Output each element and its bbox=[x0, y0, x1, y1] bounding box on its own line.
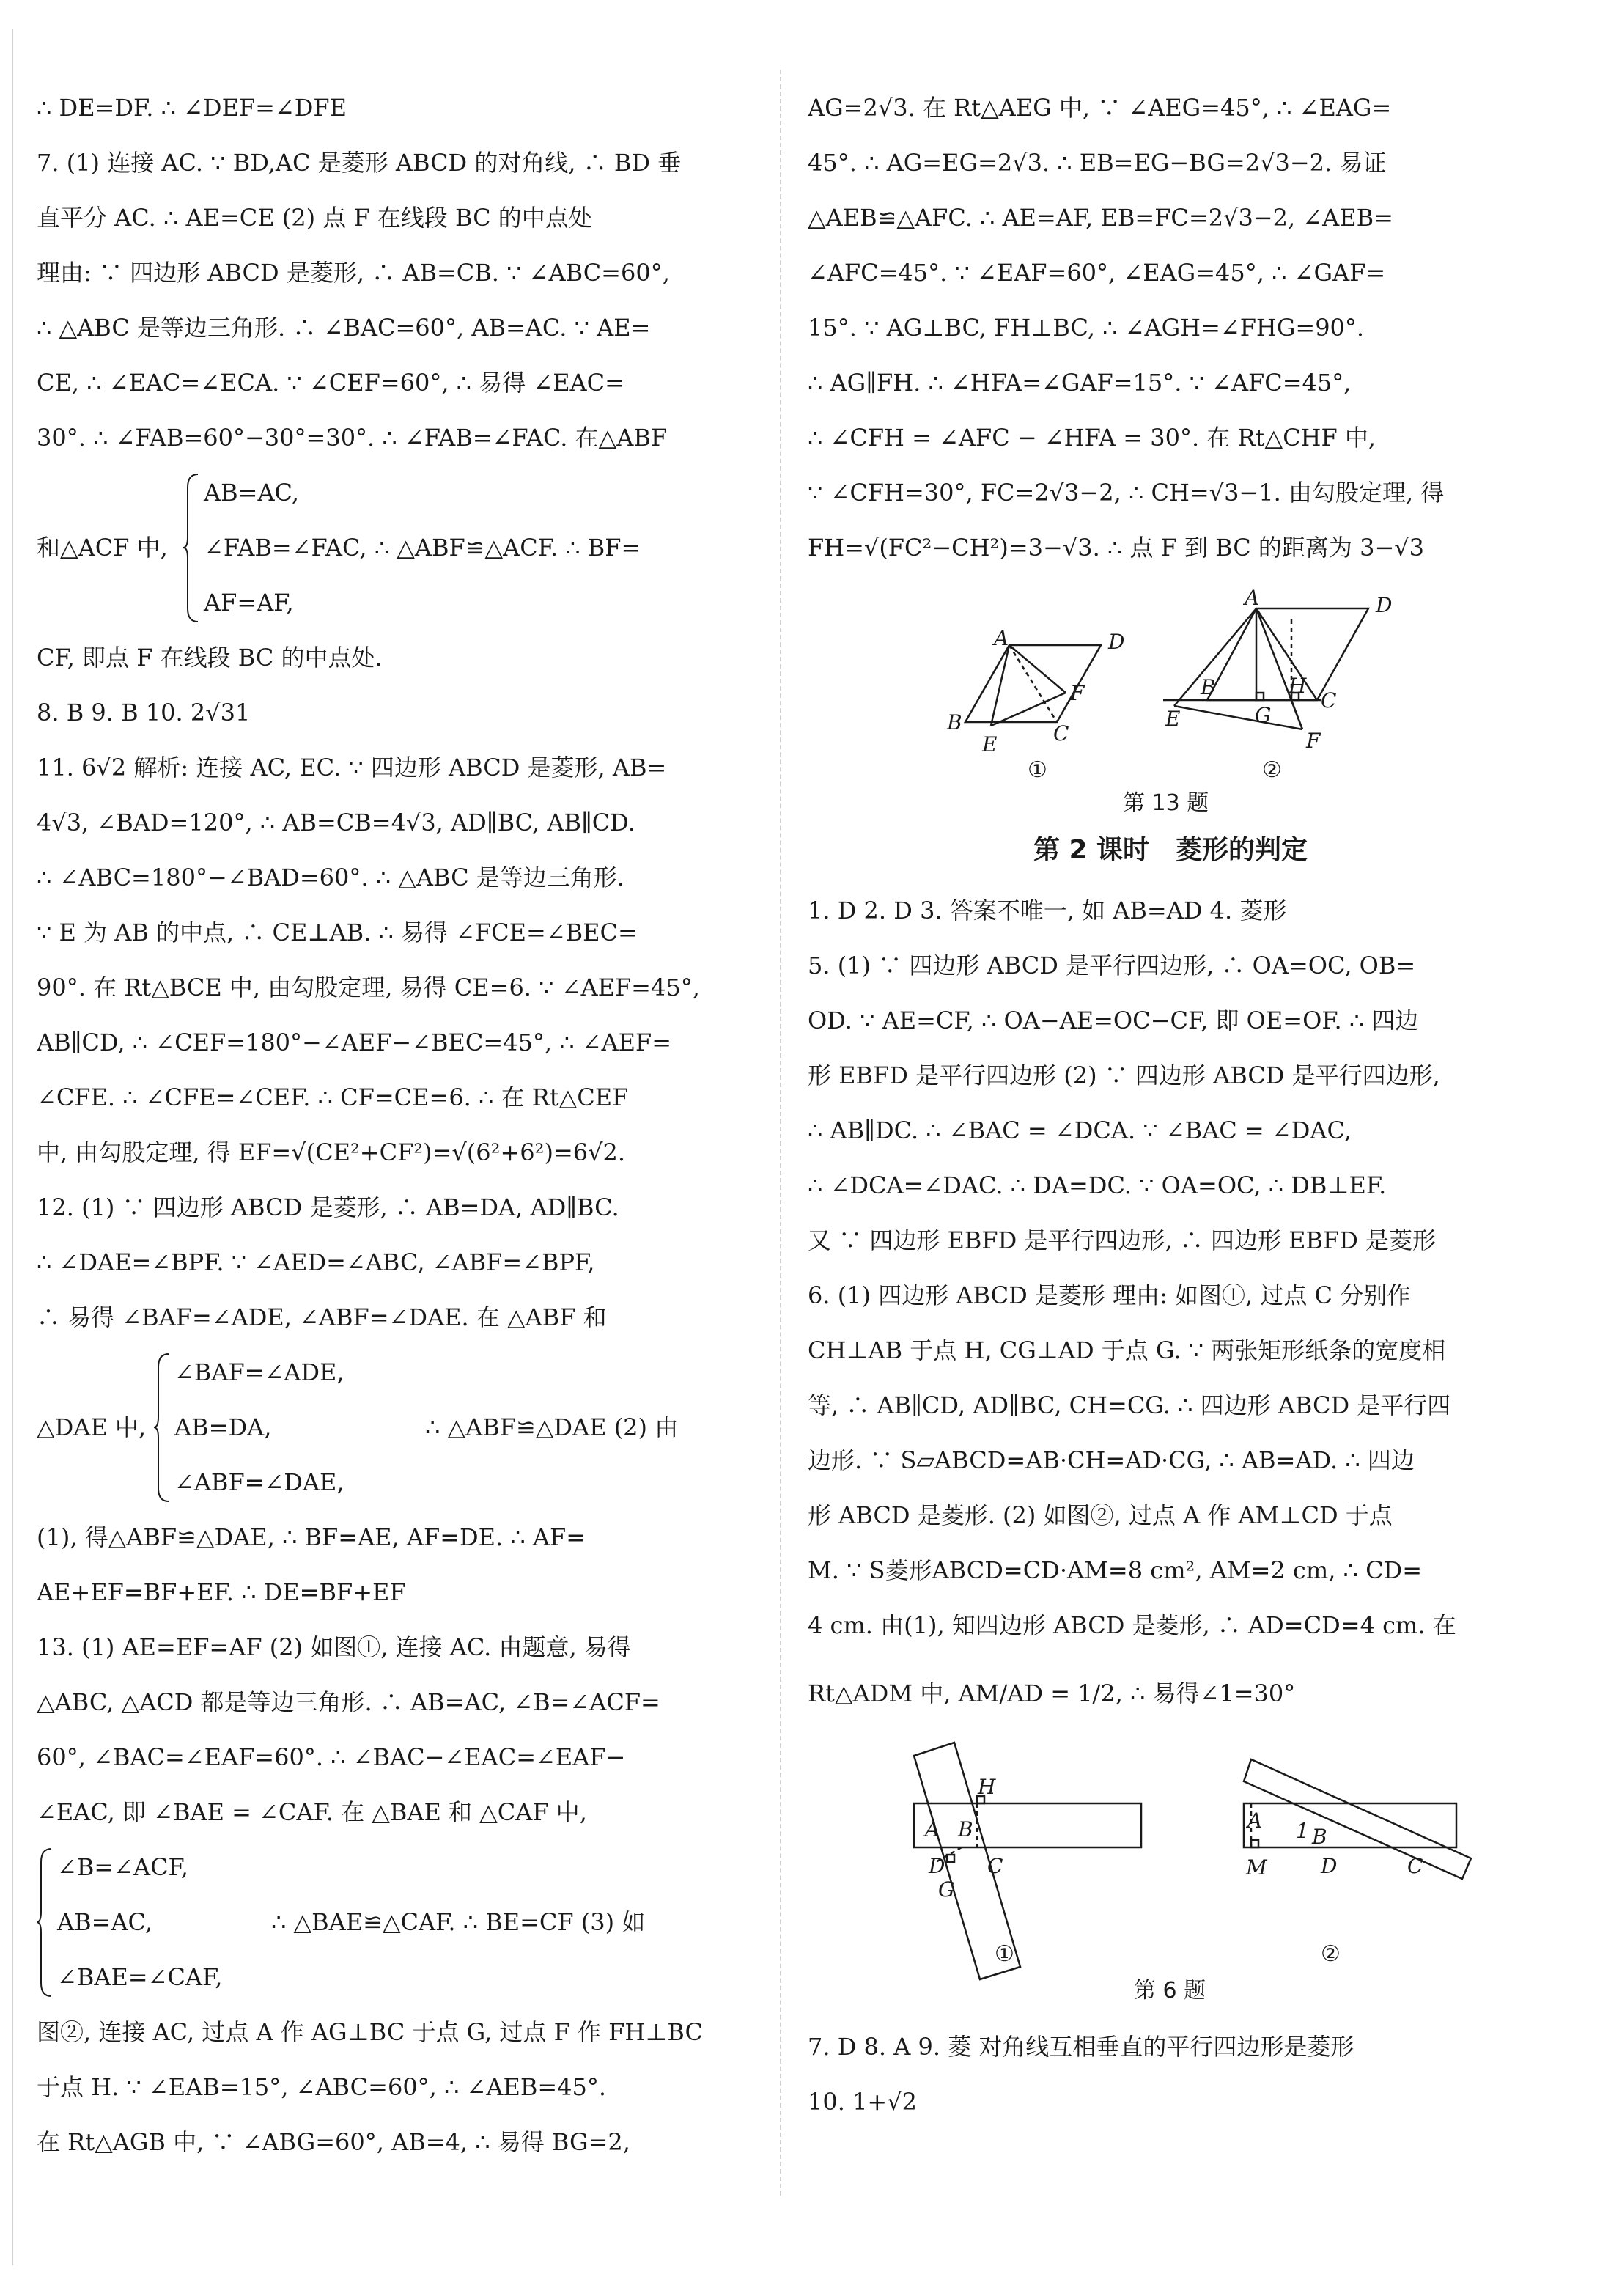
figure-label-1: ① bbox=[1028, 757, 1047, 783]
point-label-a: A bbox=[1247, 1809, 1263, 1833]
text-line: ∴ ∠DAE=∠BPF. ∵ ∠AED=∠ABC, ∠ABF=∠BPF, bbox=[37, 1248, 595, 1276]
figure-13 bbox=[808, 575, 1533, 817]
brace-prefix: △DAE 中, bbox=[37, 1413, 147, 1441]
segment-ef-2 bbox=[1174, 706, 1302, 729]
text-line: 7. D 8. A 9. 菱 对角线互相垂直的平行四边形是菱形 bbox=[808, 2033, 1354, 2061]
brace-condition-block-q13 bbox=[37, 1840, 762, 2005]
segment-fh bbox=[1291, 700, 1302, 729]
text-line: CF, 即点 F 在线段 BC 的中点处. bbox=[37, 644, 383, 671]
point-label-c: C bbox=[987, 1854, 1003, 1878]
point-label-h: H bbox=[978, 1775, 996, 1799]
text-line: FH=√(FC²−CH²)=3−√3. ∴ 点 F 到 BC 的距离为 3−√3 bbox=[808, 534, 1425, 562]
brace-icon bbox=[183, 473, 201, 623]
text-line: AG=2√3. 在 Rt△AEG 中, ∵ ∠AEG=45°, ∴ ∠EAG= bbox=[808, 94, 1392, 122]
text-line: 在 Rt△AGB 中, ∵ ∠ABG=60°, AB=4, ∴ 易得 BG=2, bbox=[37, 2128, 630, 2156]
text-line: 13. (1) AE=EF=AF (2) 如图①, 连接 AC. 由题意, 易得 bbox=[37, 1633, 631, 1661]
brace-condition: ∠B=∠ACF, bbox=[57, 1853, 188, 1881]
point-label-a: A bbox=[1245, 586, 1260, 610]
point-label-f: F bbox=[1070, 681, 1085, 705]
text-line: 60°, ∠BAC=∠EAF=60°. ∴ ∠BAC−∠EAC=∠EAF− bbox=[37, 1743, 626, 1771]
figure-caption: 第 6 题 bbox=[1134, 1978, 1206, 2004]
text-line: △ABC, △ACD 都是等边三角形. ∴ AB=AC, ∠B=∠ACF= bbox=[37, 1688, 660, 1716]
brace-suffix: ∴ △ABF≌△DAE (2) 由 bbox=[425, 1413, 679, 1441]
point-label-h: H bbox=[1289, 674, 1307, 698]
text-line: CH⊥AB 于点 H, CG⊥AD 于点 G. ∵ 两张矩形纸条的宽度相 bbox=[808, 1336, 1446, 1364]
point-label-c: C bbox=[1053, 721, 1069, 746]
brace-condition: ∠BAF=∠ADE, bbox=[174, 1358, 344, 1386]
figure-label-2: ② bbox=[1321, 1941, 1341, 1967]
brace-condition-block-q12 bbox=[37, 1345, 762, 1510]
figure-caption: 第 13 题 bbox=[1123, 790, 1209, 816]
text-line: AE+EF=BF+EF. ∴ DE=BF+EF bbox=[37, 1578, 406, 1606]
paper-strip-horizontal-2 bbox=[1244, 1803, 1456, 1847]
point-label-b: B bbox=[958, 1817, 973, 1841]
text-line: M. ∵ S菱形ABCD=CD·AM=8 cm², AM=2 cm, ∴ CD= bbox=[808, 1556, 1423, 1584]
segment-af bbox=[1009, 645, 1066, 693]
text-line: ∠AFC=45°. ∵ ∠EAF=60°, ∠EAG=45°, ∴ ∠GAF= bbox=[808, 259, 1386, 287]
point-label-f: F bbox=[1306, 729, 1321, 753]
brace-prefix: 和△ACF 中, bbox=[37, 534, 168, 562]
point-label-g: G bbox=[1255, 703, 1272, 727]
brace-condition: AB=AC, bbox=[204, 479, 300, 507]
text-line: ∴ AG∥FH. ∴ ∠HFA=∠GAF=15°. ∵ ∠AFC=45°, bbox=[808, 369, 1352, 397]
point-label-e: E bbox=[1165, 707, 1181, 731]
text-line: AB∥CD, ∴ ∠CEF=180°−∠AEF−∠BEC=45°, ∴ ∠AEF= bbox=[37, 1029, 672, 1056]
brace-condition: AB=AC, bbox=[57, 1908, 153, 1936]
brace-condition: ∠ABF=∠DAE, bbox=[174, 1468, 344, 1496]
point-label-b: B bbox=[1312, 1825, 1327, 1849]
text-line: ∠CFE. ∴ ∠CFE=∠CEF. ∴ CF=CE=6. ∴ 在 Rt△CEF bbox=[37, 1083, 629, 1111]
brace-suffix: ∴ △BAE≌△CAF. ∴ BE=CF (3) 如 bbox=[271, 1908, 646, 1936]
figure-13-diagram bbox=[808, 575, 1533, 817]
text-line: 8. B 9. B 10. 2√31 bbox=[37, 699, 251, 726]
point-label-g: G bbox=[938, 1877, 955, 1902]
text-line: 10. 1+√2 bbox=[808, 2088, 917, 2116]
figure-6-diagram bbox=[808, 1734, 1533, 2020]
point-label-c: C bbox=[1407, 1854, 1423, 1878]
paper-strip-horizontal bbox=[914, 1803, 1141, 1847]
point-label-a: A bbox=[925, 1817, 940, 1841]
brace-condition: AF=AF, bbox=[204, 589, 294, 617]
text-line: (1), 得△ABF≌△DAE, ∴ BF=AE, AF=DE. ∴ AF= bbox=[37, 1523, 586, 1551]
text-line: 11. 6√2 解析: 连接 AC, EC. ∵ 四边形 ABCD 是菱形, AB= bbox=[37, 754, 667, 781]
text-line: 于点 H. ∵ ∠EAB=15°, ∠ABC=60°, ∴ ∠AEB=45°. bbox=[37, 2073, 607, 2101]
point-label-c: C bbox=[1321, 688, 1337, 713]
text-line: 4√3, ∠BAD=120°, ∴ AB=CB=4√3, AD∥BC, AB∥CD. bbox=[37, 809, 635, 836]
brace-icon bbox=[37, 1847, 54, 1998]
left-column bbox=[37, 81, 762, 2170]
text-line: ∴ ∠DCA=∠DAC. ∴ DA=DC. ∵ OA=OC, ∴ DB⊥EF. bbox=[808, 1171, 1387, 1199]
text-line: ∠EAC, 即 ∠BAE = ∠CAF. 在 △BAE 和 △CAF 中, bbox=[37, 1798, 587, 1826]
text-line: 7. (1) 连接 AC. ∵ BD,AC 是菱形 ABCD 的对角线, ∴ BD 垂 bbox=[37, 149, 682, 177]
text-line: 形 ABCD 是菱形. (2) 如图②, 过点 A 作 AM⊥CD 于点 bbox=[808, 1501, 1393, 1529]
text-line: 又 ∵ 四边形 EBFD 是平行四边形, ∴ 四边形 EBFD 是菱形 bbox=[808, 1226, 1437, 1254]
text-line: ∵ ∠CFH=30°, FC=2√3−2, ∴ CH=√3−1. 由勾股定理, 得 bbox=[808, 479, 1445, 507]
text-line: ∴ AB∥DC. ∴ ∠BAC = ∠DCA. ∵ ∠BAC = ∠DAC, bbox=[808, 1116, 1352, 1144]
point-label-d: D bbox=[1321, 1854, 1338, 1878]
text-line: ∴ ∠ABC=180°−∠BAD=60°. ∴ △ABC 是等边三角形. bbox=[37, 864, 624, 891]
text-line: 理由: ∵ 四边形 ABCD 是菱形, ∴ AB=CB. ∵ ∠ABC=60°, bbox=[37, 259, 670, 287]
brace-condition-block-q7 bbox=[37, 466, 762, 630]
text-line: 15°. ∵ AG⊥BC, FH⊥BC, ∴ ∠AGH=∠FHG=90°. bbox=[808, 314, 1365, 342]
text-line: 90°. 在 Rt△BCE 中, 由勾股定理, 易得 CE=6. ∵ ∠AEF=45°, bbox=[37, 974, 700, 1001]
point-label-m: M bbox=[1246, 1855, 1267, 1880]
point-label-a: A bbox=[994, 626, 1009, 650]
text-line: 6. (1) 四边形 ABCD 是菱形 理由: 如图①, 过点 C 分别作 bbox=[808, 1281, 1411, 1309]
text-line: 5. (1) ∵ 四边形 ABCD 是平行四边形, ∴ OA=OC, OB= bbox=[808, 952, 1416, 979]
column-divider bbox=[780, 70, 783, 2196]
text-line: ∵ E 为 AB 的中点, ∴ CE⊥AB. ∴ 易得 ∠FCE=∠BEC= bbox=[37, 919, 638, 946]
text-line: 45°. ∴ AG=EG=2√3. ∴ EB=EG−BG=2√3−2. 易证 bbox=[808, 149, 1387, 177]
text-line: 30°. ∴ ∠FAB=60°−30°=30°. ∴ ∠FAB=∠FAC. 在△ABF bbox=[37, 424, 668, 452]
text-line: ∴ △ABC 是等边三角形. ∴ ∠BAC=60°, AB=AC. ∵ AE= bbox=[37, 314, 651, 342]
figure-label-1: ① bbox=[995, 1941, 1014, 1967]
text-line: 中, 由勾股定理, 得 EF=√(CE²+CF²)=√(6²+6²)=6√2. bbox=[37, 1138, 626, 1166]
brace-condition: ∠FAB=∠FAC, ∴ △ABF≌△ACF. ∴ BF= bbox=[204, 534, 641, 562]
right-column bbox=[808, 81, 1533, 2130]
text-line: CE, ∴ ∠EAC=∠ECA. ∵ ∠CEF=60°, ∴ 易得 ∠EAC= bbox=[37, 369, 624, 397]
paper-strip-tilted-2 bbox=[1244, 1759, 1471, 1879]
segment-ac-dashed bbox=[1009, 645, 1057, 722]
text-line: ∴ DE=DF. ∴ ∠DEF=∠DFE bbox=[37, 94, 347, 122]
section-title: 第 2 课时 菱形的判定 bbox=[1033, 835, 1308, 865]
figure-label-2: ② bbox=[1262, 757, 1282, 783]
brace-condition: ∠BAE=∠CAF, bbox=[57, 1963, 223, 1991]
text-line: ∴ ∠CFH = ∠AFC − ∠HFA = 30°. 在 Rt△CHF 中, bbox=[808, 424, 1376, 452]
point-label-b: B bbox=[947, 710, 962, 735]
text-line: 形 EBFD 是平行四边形 (2) ∵ 四边形 ABCD 是平行四边形, bbox=[808, 1061, 1440, 1089]
figure-6 bbox=[808, 1734, 1533, 2020]
text-line: 直平分 AC. ∴ AE=CE (2) 点 F 在线段 BC 的中点处 bbox=[37, 204, 592, 232]
text-line: 1. D 2. D 3. 答案不唯一, 如 AB=AD 4. 菱形 bbox=[808, 897, 1287, 924]
right-angle-mark bbox=[947, 1855, 954, 1862]
text-line: 12. (1) ∵ 四边形 ABCD 是菱形, ∴ AB=DA, AD∥BC. bbox=[37, 1193, 619, 1221]
text-line: 4 cm. 由(1), 知四边形 ABCD 是菱形, ∴ AD=CD=4 cm. 在 bbox=[808, 1611, 1456, 1639]
text-line: 边形. ∵ S▱ABCD=AB·CH=AD·CG, ∴ AB=AD. ∴ 四边 bbox=[808, 1446, 1415, 1474]
text-line: OD. ∵ AE=CF, ∴ OA−AE=OC−CF, 即 OE=OF. ∴ 四边 bbox=[808, 1007, 1419, 1034]
angle-label-1: 1 bbox=[1296, 1819, 1309, 1843]
text-line: 图②, 连接 AC, 过点 A 作 AG⊥BC 于点 G, 过点 F 作 FH⊥BC bbox=[37, 2018, 703, 2046]
point-label-b: B bbox=[1201, 675, 1216, 699]
brace-condition: AB=DA, bbox=[174, 1413, 272, 1441]
segment-ae bbox=[991, 645, 1009, 726]
text-line: △AEB≌△AFC. ∴ AE=AF, EB=FC=2√3−2, ∠AEB= bbox=[808, 204, 1393, 232]
point-label-d: D bbox=[929, 1854, 945, 1878]
point-label-e: E bbox=[982, 732, 998, 757]
brace-icon bbox=[154, 1353, 172, 1503]
point-label-d: D bbox=[1108, 630, 1125, 654]
page-edge-line bbox=[12, 29, 13, 2265]
text-line: Rt△ADM 中, AM/AD = 1/2, ∴ 易得∠1=30° bbox=[808, 1679, 1296, 1707]
right-angle-mark bbox=[1256, 693, 1264, 700]
right-angle-mark bbox=[1251, 1840, 1258, 1847]
text-line: 等, ∴ AB∥CD, AD∥BC, CH=CG. ∴ 四边形 ABCD 是平行四 bbox=[808, 1391, 1451, 1419]
text-line: ∴ 易得 ∠BAF=∠ADE, ∠ABF=∠DAE. 在 △ABF 和 bbox=[37, 1303, 607, 1331]
point-label-d: D bbox=[1376, 593, 1393, 617]
